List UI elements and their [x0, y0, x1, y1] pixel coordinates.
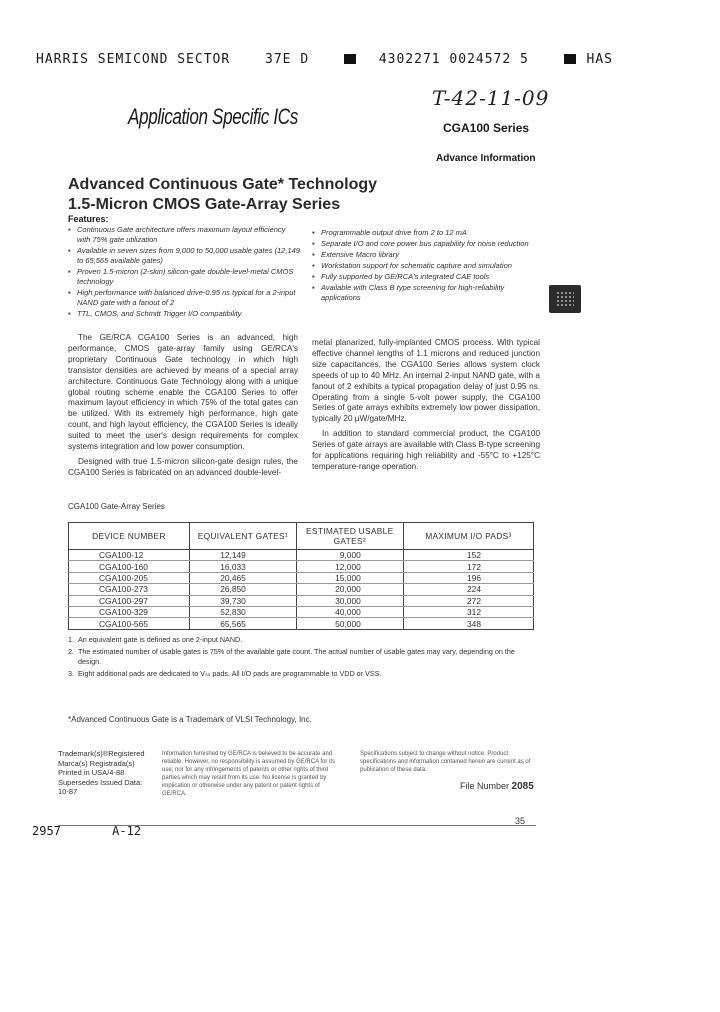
handwritten-footer — [32, 824, 185, 838]
column-header: ESTIMATED USABLE GATES² — [296, 523, 403, 550]
table-row — [69, 606, 534, 617]
title-line-1: Advanced Continuous Gate* Technology — [68, 176, 378, 193]
footnote-text: Eight additional pads are dedicated to Vₛₛ pads. All I/O pads are programmable to VDD or VSS. — [78, 669, 382, 678]
handwritten-code: T-42-11-09 — [432, 86, 550, 110]
body-paragraph: metal planarized, fully-implanted CMOS process. With typical effective channel lengths of 1.1 microns and reduced junction size capacitances, the CGA100 Series allows system clock speeds of up to 40 MHz. An internal 2-input NAND gate, with a fanout of 2 exhibits a typical propagation delay of just 0.95 ns. Operating from a single 5-volt power supply, the CGA100 Series of gate arrays exhibits extremely low power dissipation, typically 20 µW/gate/MHz. — [312, 338, 540, 424]
file-number-label: File Number — [460, 781, 510, 791]
table-row — [69, 618, 534, 629]
table-row — [69, 595, 534, 606]
features-label: Features: — [68, 214, 109, 224]
table-footnotes — [68, 635, 538, 681]
advance-information-label: Advance Information — [436, 153, 536, 164]
title-line-2: 1.5-Micron CMOS Gate-Array Series — [68, 196, 341, 213]
feature-item: ▪ Separate I/O and core power bus capability for noise reduction — [312, 239, 542, 249]
features-list-left — [68, 225, 300, 320]
footnote — [68, 647, 538, 667]
device-number-cell: CGA100-297 — [69, 595, 190, 606]
feature-item: ▪ Programmable output drive from 2 to 12 mA — [312, 228, 542, 238]
footnote-number: 3. — [68, 669, 74, 678]
barcode-mark-icon — [344, 54, 356, 64]
page-title — [68, 175, 377, 215]
feature-item: ▪ Fully supported by GE/RCA's integrated CAE tools — [312, 272, 542, 282]
fine-print-specifications: Specifications subject to change without notice. Product specifications and information contained herein are current as of publication of these data. — [360, 751, 531, 773]
body-paragraph: Designed with true 1.5-micron silicon-gate design rules, the CGA100 Series is fabricated on an advanced double-level- — [68, 456, 298, 477]
page-number: 35 — [515, 816, 526, 826]
device-number-cell: CGA100-12 — [69, 550, 190, 561]
feature-item: ▪ Available in seven sizes from 9,000 to 50,000 usable gates (12,149 to 65,565 available gates) — [68, 246, 300, 266]
header-code-1: 37E D — [265, 52, 310, 67]
table-row — [69, 572, 534, 583]
device-number-cell: CGA100-205 — [69, 572, 190, 583]
equivalent-gates-cell: 39,730 — [189, 595, 296, 606]
usable-gates-cell: 40,000 — [296, 606, 403, 617]
column-header: MAXIMUM I/O PADS³ — [403, 523, 533, 550]
usable-gates-cell: 50,000 — [296, 618, 403, 629]
handwritten-footer-right: A-12 — [112, 824, 142, 838]
file-number — [460, 781, 534, 792]
body-paragraph: In addition to standard commercial product, the CGA100 Series of gate arrays are available with Class B-type screening for applications requiring high reliability and -55°C to +125°C temperature-range operation. — [312, 429, 540, 471]
handwritten-footer-left: 2957 — [32, 824, 61, 838]
equivalent-gates-cell: 20,465 — [189, 572, 296, 583]
usable-gates-cell: 15,000 — [296, 572, 403, 583]
header-code-2: 4302271 0024572 5 — [378, 52, 529, 67]
equivalent-gates-cell: 16,033 — [189, 561, 296, 572]
footnote — [68, 635, 538, 645]
feature-item: ▪ TTL, CMOS, and Schmitt Trigger I/O compatibility — [68, 309, 300, 319]
table-header-row — [69, 523, 534, 550]
fine-print-disclaimer: Information furnished by GE/RCA is believed to be accurate and reliable. However, no responsibility is assumed by GE/RCA for its use; nor for any infringements of patents or other rights of third parties which may result from its use. No license is granted by implication or otherwise under any patent or patent rights of GE/RCA. — [162, 751, 336, 797]
device-number-cell: CGA100-273 — [69, 584, 190, 595]
device-number-cell: CGA100-565 — [69, 618, 190, 629]
usable-gates-cell: 12,000 — [296, 561, 403, 572]
feature-item: ▪ Workstation support for schematic capture and simulation — [312, 261, 542, 271]
section-title: Application Specific ICs — [128, 104, 298, 129]
body-paragraph: The GE/RCA CGA100 Series is an advanced, high performance, CMOS gate-array family using GE/RCA's proprietary Continuous Gate technology in which high transistor densities are achieved by means of a special array architecture. Continuous Gate Technology along with a unique global routing scheme enable the CGA100 Series to offer maximum layout efficiency in which 75% of the total gates can be utilized. With its extremely high performance, high gate count, and high layout efficiency, the CGA100 Series is ideally suited to meet the user's design requirements for complex systems integration and low power consumption. — [68, 333, 298, 452]
body-column-left — [68, 333, 298, 483]
usable-gates-cell: 30,000 — [296, 595, 403, 606]
feature-item: ▪ Available with Class B type screening for high-reliability applications — [312, 283, 542, 303]
footnote — [68, 669, 538, 679]
features-list-right — [312, 228, 542, 304]
equivalent-gates-cell: 12,149 — [189, 550, 296, 561]
body-column-right — [312, 338, 540, 477]
io-pads-cell: 312 — [403, 606, 533, 617]
table-caption: CGA100 Gate-Array Series — [68, 502, 165, 511]
series-name: CGA100 Series — [443, 121, 530, 135]
header-company: HARRIS SEMICOND SECTOR — [36, 52, 231, 67]
table-row — [69, 561, 534, 572]
usable-gates-cell: 20,000 — [296, 584, 403, 595]
feature-item: ▪ Extensive Macro library — [312, 250, 542, 260]
fine-print-trademark: Trademark(s)®Registered Marca(s) Registrada(s) Printed in USA/4-88 Supersedes Issued Data: 10-87 — [58, 749, 145, 796]
document-header — [36, 52, 639, 67]
device-number-cell: CGA100-160 — [69, 561, 190, 572]
io-pads-cell: 152 — [403, 550, 533, 561]
table-row — [69, 584, 534, 595]
equivalent-gates-cell: 26,850 — [189, 584, 296, 595]
file-number-value: 2085 — [511, 781, 534, 792]
feature-item: ▪ High performance with balanced drive-0.95 ns typical for a 2-input NAND gate with a fanout of 2 — [68, 288, 300, 308]
io-pads-cell: 272 — [403, 595, 533, 606]
equivalent-gates-cell: 52,830 — [189, 606, 296, 617]
io-pads-cell: 172 — [403, 561, 533, 572]
column-header: EQUIVALENT GATES¹ — [189, 523, 296, 550]
footnote-number: 2. — [68, 647, 74, 656]
gate-array-table — [68, 522, 534, 630]
table-row — [69, 550, 534, 561]
column-header: DEVICE NUMBER — [69, 523, 190, 550]
usable-gates-cell: 9,000 — [296, 550, 403, 561]
equivalent-gates-cell: 65,565 — [189, 618, 296, 629]
footnote-text: The estimated number of usable gates is 75% of the available gate count. The actual number of usable gates may vary, depending on the design. — [78, 647, 515, 666]
trademark-note: *Advanced Continuous Gate is a Trademark of VLSI Technology, Inc. — [68, 715, 312, 724]
io-pads-cell: 196 — [403, 572, 533, 583]
header-code-3: HAS — [586, 52, 614, 67]
feature-item: ▪ Continuous Gate architecture offers maximum layout efficiency with 75% gate utilization — [68, 225, 300, 245]
section-tab-marker-icon — [549, 285, 581, 313]
feature-item: ▪ Proven 1.5-micron (2-skin) silicon-gate double-level-metal CMOS technology — [68, 267, 300, 287]
device-number-cell: CGA100-329 — [69, 606, 190, 617]
footnote-text: An equivalent gate is defined as one 2-input NAND. — [78, 635, 243, 644]
io-pads-cell: 348 — [403, 618, 533, 629]
io-pads-cell: 224 — [403, 584, 533, 595]
footnote-number: 1. — [68, 635, 74, 644]
barcode-mark-icon — [564, 54, 576, 64]
